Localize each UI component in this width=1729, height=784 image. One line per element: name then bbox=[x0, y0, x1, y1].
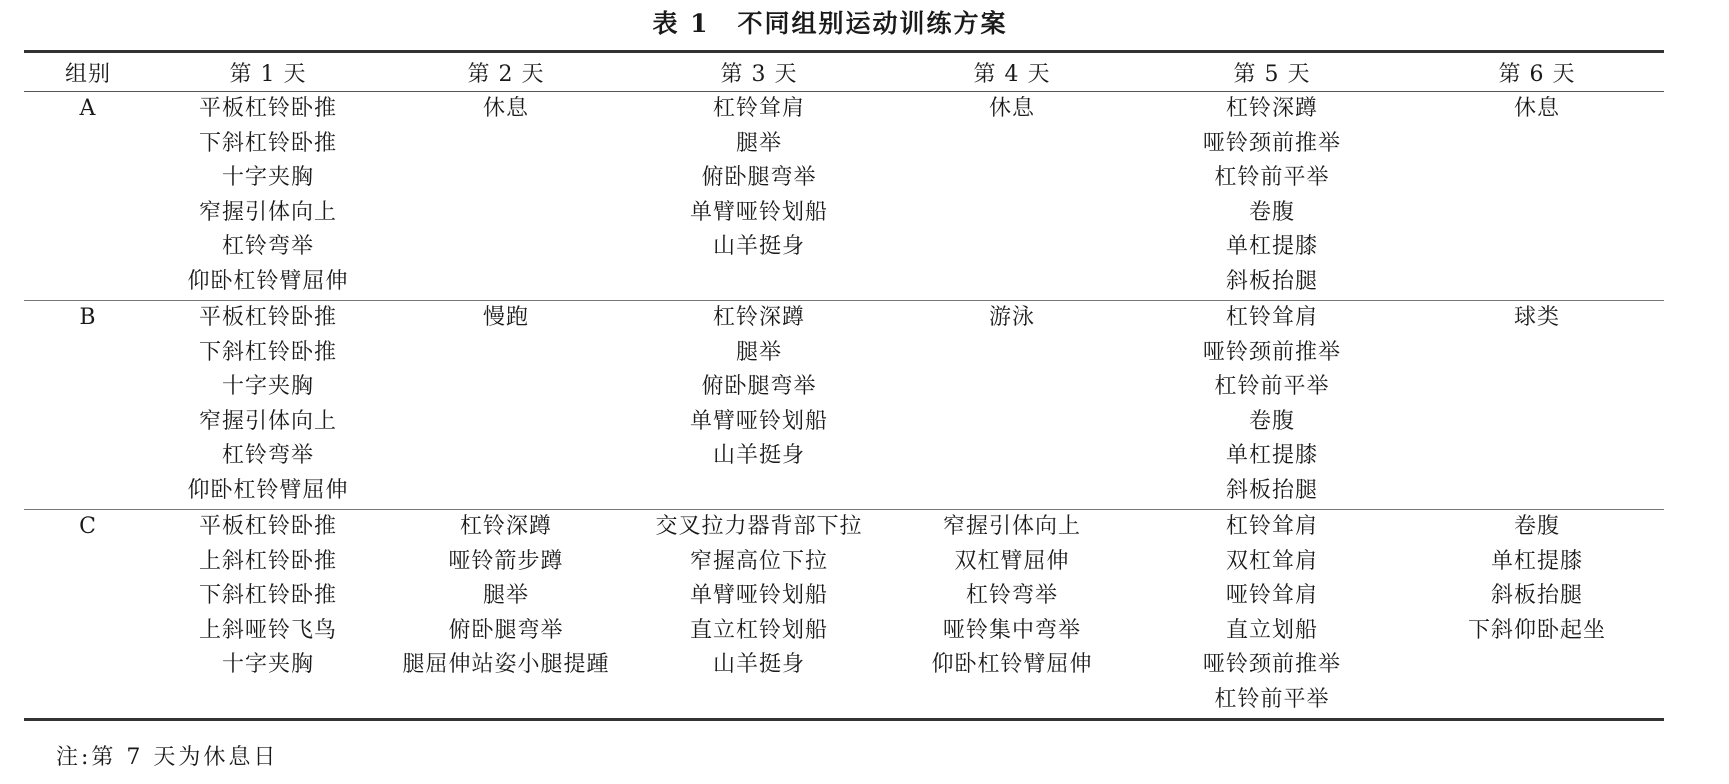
group-row-c bbox=[24, 510, 1664, 720]
day-4-cell bbox=[890, 92, 1134, 301]
exercise-item: 卷腹 bbox=[1248, 408, 1295, 434]
day-5-cell bbox=[1134, 301, 1410, 510]
table-title: 不同组别运动训练方案 bbox=[737, 9, 1008, 38]
exercise-item: 窄握引体向上 bbox=[198, 199, 337, 225]
table-note: 注:第 7 天为休息日 bbox=[56, 745, 279, 770]
group-name: C bbox=[79, 514, 97, 539]
exercise-item: 斜板抬腿 bbox=[1225, 477, 1318, 503]
exercise-item: 双杠耸肩 bbox=[1225, 548, 1318, 574]
exercise-item: 卷腹 bbox=[1513, 514, 1560, 539]
day-3-cell bbox=[628, 510, 890, 720]
header-day-1: 第 1 天 bbox=[152, 52, 384, 92]
exercise-item: 慢跑 bbox=[482, 305, 529, 330]
exercise-item: 双杠臂屈伸 bbox=[954, 548, 1070, 574]
exercise-item: 哑铃箭步蹲 bbox=[448, 548, 564, 574]
exercise-item: 球类 bbox=[1513, 305, 1560, 330]
day-5-cell bbox=[1134, 510, 1410, 720]
exercise-item: 斜板抬腿 bbox=[1225, 268, 1318, 294]
group-name: B bbox=[79, 305, 97, 330]
day-1-cell bbox=[152, 301, 384, 510]
training-plan-table bbox=[24, 50, 1664, 721]
exercise-item: 杠铃深蹲 bbox=[459, 514, 552, 539]
exercise-item: 杠铃耸肩 bbox=[712, 96, 805, 121]
exercise-item: 哑铃耸肩 bbox=[1225, 583, 1318, 608]
exercise-item: 杠铃前平举 bbox=[1214, 374, 1330, 399]
day-6-cell bbox=[1410, 510, 1664, 720]
table-body bbox=[24, 92, 1664, 720]
exercise-item: 仰卧杠铃臂屈伸 bbox=[187, 477, 349, 503]
exercise-item: 单臂哑铃划船 bbox=[689, 408, 828, 434]
exercise-item: 游泳 bbox=[988, 305, 1035, 330]
exercise-item: 上斜哑铃飞鸟 bbox=[198, 617, 337, 643]
exercise-item: 单臂哑铃划船 bbox=[689, 199, 828, 225]
group-row-a bbox=[24, 92, 1664, 301]
day-6-cell bbox=[1410, 301, 1664, 510]
exercise-item: 杠铃前平举 bbox=[1214, 165, 1330, 190]
group-row-b bbox=[24, 301, 1664, 510]
exercise-item: 腿举 bbox=[482, 583, 529, 608]
exercise-item: 俯卧腿弯举 bbox=[701, 165, 817, 190]
exercise-item: 杠铃深蹲 bbox=[1225, 96, 1318, 121]
day-6-cell bbox=[1410, 92, 1664, 301]
exercise-item: 山羊挺身 bbox=[712, 652, 805, 677]
day-1-cell bbox=[152, 510, 384, 720]
exercise-item: 杠铃前平举 bbox=[1214, 686, 1330, 712]
header-day-5: 第 5 天 bbox=[1134, 52, 1410, 92]
exercise-item: 哑铃颈前推举 bbox=[1202, 652, 1341, 677]
day-2-cell bbox=[384, 301, 628, 510]
exercise-item: 杠铃耸肩 bbox=[1225, 305, 1318, 330]
exercise-item: 杠铃耸肩 bbox=[1225, 514, 1318, 539]
day-5-cell bbox=[1134, 92, 1410, 301]
exercise-item: 杠铃弯举 bbox=[221, 234, 314, 259]
table-caption bbox=[0, 4, 1660, 40]
exercise-item: 杠铃深蹲 bbox=[712, 305, 805, 330]
exercise-item: 十字夹胸 bbox=[221, 652, 314, 677]
header-day-4: 第 4 天 bbox=[890, 52, 1134, 92]
exercise-item: 卷腹 bbox=[1248, 199, 1295, 225]
exercise-item: 单杠提膝 bbox=[1225, 443, 1318, 468]
exercise-item: 仰卧杠铃臂屈伸 bbox=[187, 268, 349, 294]
exercise-item: 交叉拉力器背部下拉 bbox=[655, 514, 863, 539]
exercise-item: 俯卧腿弯举 bbox=[448, 617, 564, 643]
day-2-cell bbox=[384, 510, 628, 720]
day-3-cell bbox=[628, 301, 890, 510]
exercise-item: 下斜仰卧起坐 bbox=[1467, 617, 1606, 643]
exercise-item: 平板杠铃卧推 bbox=[198, 96, 337, 121]
exercise-item: 杠铃弯举 bbox=[965, 583, 1058, 608]
header-day-2: 第 2 天 bbox=[384, 52, 628, 92]
exercise-item: 哑铃集中弯举 bbox=[942, 617, 1081, 643]
group-name-cell bbox=[24, 301, 152, 510]
exercise-item: 平板杠铃卧推 bbox=[198, 514, 337, 539]
exercise-item: 单杠提膝 bbox=[1225, 234, 1318, 259]
exercise-item: 休息 bbox=[988, 96, 1035, 121]
group-name-cell bbox=[24, 510, 152, 720]
exercise-item: 腿举 bbox=[735, 339, 782, 365]
exercise-item: 单臂哑铃划船 bbox=[689, 583, 828, 608]
table-number: 表 1 bbox=[652, 9, 710, 38]
exercise-item: 窄握引体向上 bbox=[198, 408, 337, 434]
day-3-cell bbox=[628, 92, 890, 301]
day-4-cell bbox=[890, 301, 1134, 510]
exercise-item: 哑铃颈前推举 bbox=[1202, 130, 1341, 156]
exercise-item: 窄握高位下拉 bbox=[689, 548, 828, 574]
exercise-item: 下斜杠铃卧推 bbox=[198, 130, 337, 156]
exercise-item: 平板杠铃卧推 bbox=[198, 305, 337, 330]
day-1-cell bbox=[152, 92, 384, 301]
exercise-item: 山羊挺身 bbox=[712, 234, 805, 259]
exercise-item: 单杠提膝 bbox=[1490, 548, 1583, 574]
exercise-item: 上斜杠铃卧推 bbox=[198, 548, 337, 574]
exercise-item: 俯卧腿弯举 bbox=[701, 374, 817, 399]
exercise-item: 山羊挺身 bbox=[712, 443, 805, 468]
exercise-item: 腿举 bbox=[735, 130, 782, 156]
group-name: A bbox=[79, 96, 97, 121]
exercise-item: 窄握引体向上 bbox=[942, 514, 1081, 539]
exercise-item: 直立杠铃划船 bbox=[689, 617, 828, 643]
exercise-item: 仰卧杠铃臂屈伸 bbox=[931, 652, 1093, 677]
exercise-item: 十字夹胸 bbox=[221, 374, 314, 399]
group-name-cell bbox=[24, 92, 152, 301]
exercise-item: 直立划船 bbox=[1225, 617, 1318, 643]
exercise-item: 休息 bbox=[482, 96, 529, 121]
header-day-6: 第 6 天 bbox=[1410, 52, 1664, 92]
exercise-item: 杠铃弯举 bbox=[221, 443, 314, 468]
exercise-item: 休息 bbox=[1513, 96, 1560, 121]
exercise-item: 哑铃颈前推举 bbox=[1202, 339, 1341, 365]
day-2-cell bbox=[384, 92, 628, 301]
day-4-cell bbox=[890, 510, 1134, 720]
header-group: 组别 bbox=[24, 52, 152, 92]
exercise-item: 斜板抬腿 bbox=[1490, 583, 1583, 608]
exercise-item: 十字夹胸 bbox=[221, 165, 314, 190]
header-day-3: 第 3 天 bbox=[628, 52, 890, 92]
exercise-item: 下斜杠铃卧推 bbox=[198, 583, 337, 608]
exercise-item: 腿屈伸站姿小腿提踵 bbox=[402, 652, 610, 677]
header-row bbox=[24, 52, 1664, 92]
exercise-item: 下斜杠铃卧推 bbox=[198, 339, 337, 365]
